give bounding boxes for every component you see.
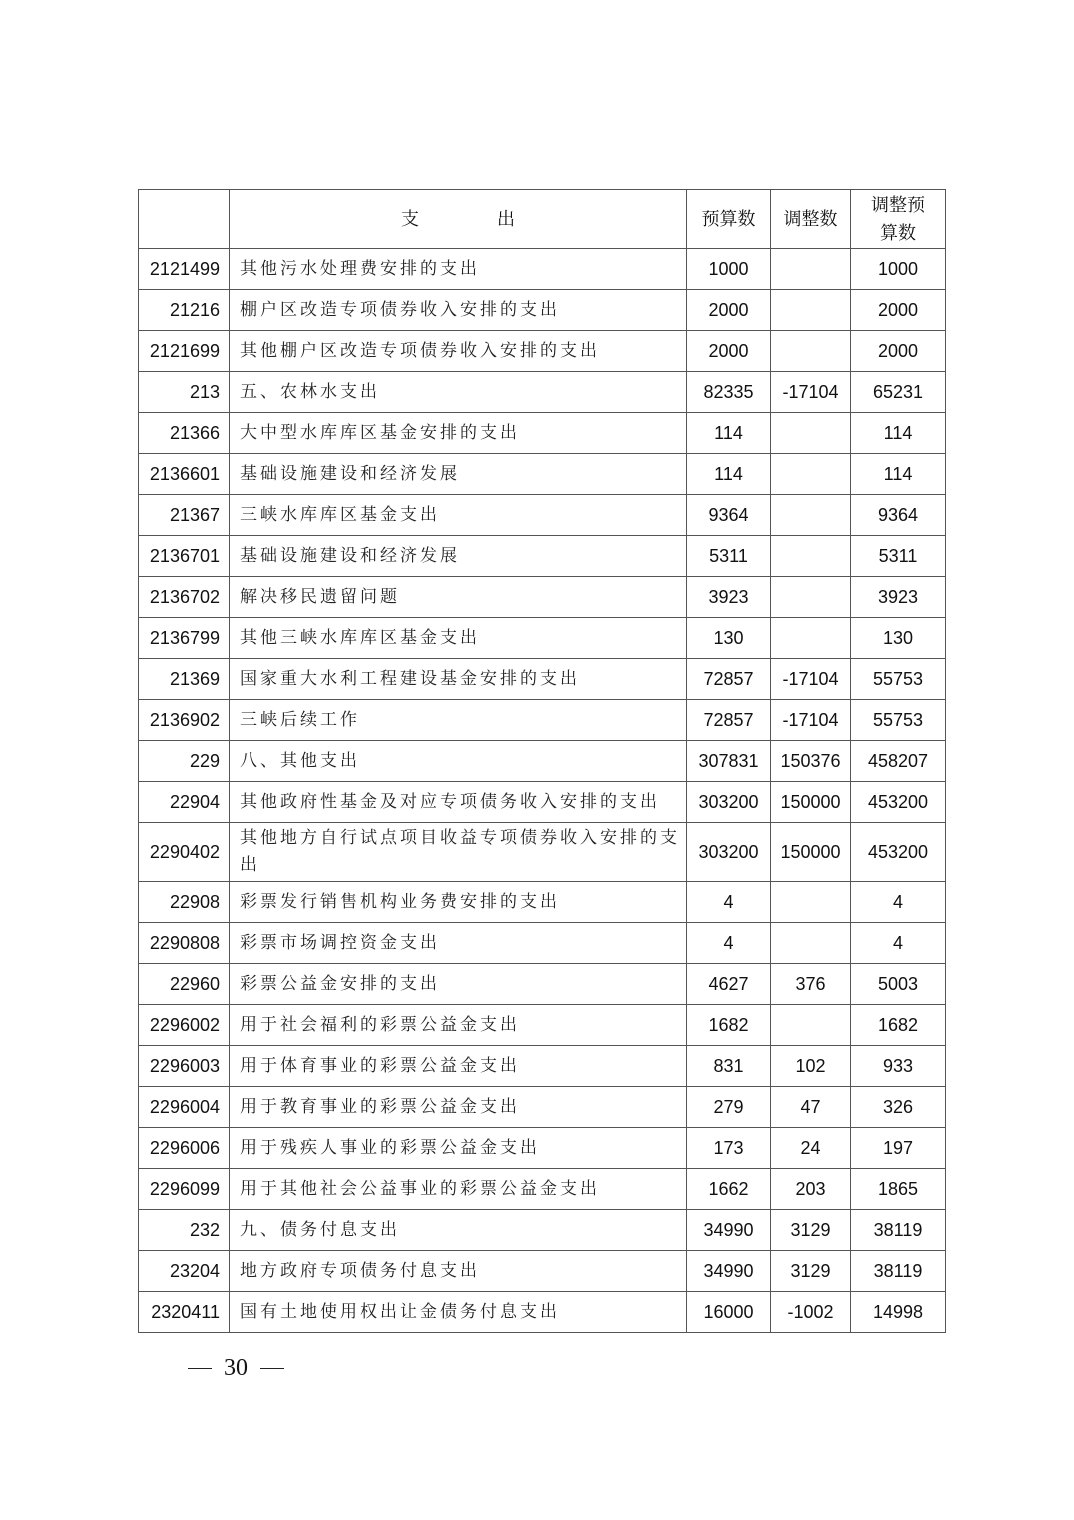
- row-name: 国家重大水利工程建设基金安排的支出: [230, 659, 687, 700]
- row-name: 解决移民遗留问题: [230, 577, 687, 618]
- row-adjusted-budget: 38119: [851, 1251, 946, 1292]
- header-expenditure: [230, 190, 687, 249]
- row-budget: 1682: [687, 1005, 771, 1046]
- row-code: 229: [139, 741, 230, 782]
- row-budget: 173: [687, 1128, 771, 1169]
- row-code: 2296006: [139, 1128, 230, 1169]
- row-budget: 16000: [687, 1292, 771, 1333]
- table-row: [139, 536, 946, 577]
- row-adjustment: [771, 290, 851, 331]
- row-adjusted-budget: 5003: [851, 964, 946, 1005]
- row-name: 用于教育事业的彩票公益金支出: [230, 1087, 687, 1128]
- row-code: 23204: [139, 1251, 230, 1292]
- row-name: 棚户区改造专项债券收入安排的支出: [230, 290, 687, 331]
- row-adjustment: 3129: [771, 1210, 851, 1251]
- page-footer: [176, 1355, 296, 1382]
- row-budget: 1000: [687, 249, 771, 290]
- row-adjustment: 376: [771, 964, 851, 1005]
- row-name: 彩票公益金安排的支出: [230, 964, 687, 1005]
- row-name: 其他三峡水库库区基金支出: [230, 618, 687, 659]
- row-adjustment: -17104: [771, 372, 851, 413]
- table-row: [139, 1128, 946, 1169]
- table-row: [139, 331, 946, 372]
- table-row: [139, 454, 946, 495]
- row-code: 21366: [139, 413, 230, 454]
- row-adjusted-budget: 5311: [851, 536, 946, 577]
- row-budget: 9364: [687, 495, 771, 536]
- row-adjusted-budget: 55753: [851, 659, 946, 700]
- table-row: [139, 741, 946, 782]
- row-adjustment: 150000: [771, 782, 851, 823]
- row-adjusted-budget: 114: [851, 454, 946, 495]
- row-code: 2136799: [139, 618, 230, 659]
- table-row: [139, 923, 946, 964]
- table-row: [139, 372, 946, 413]
- header-adjusted-budget-line2: 算数: [880, 223, 916, 243]
- row-budget: 307831: [687, 741, 771, 782]
- row-adjustment: -17104: [771, 659, 851, 700]
- row-adjusted-budget: 197: [851, 1128, 946, 1169]
- row-adjustment: [771, 923, 851, 964]
- row-adjusted-budget: 458207: [851, 741, 946, 782]
- header-expenditure-right: 出: [497, 209, 515, 229]
- row-budget: 114: [687, 413, 771, 454]
- row-budget: 4: [687, 923, 771, 964]
- row-name: 三峡后续工作: [230, 700, 687, 741]
- table-row: [139, 413, 946, 454]
- row-budget: 4: [687, 882, 771, 923]
- table-row: [139, 1292, 946, 1333]
- row-code: 2296003: [139, 1046, 230, 1087]
- row-budget: 34990: [687, 1210, 771, 1251]
- row-code: 22960: [139, 964, 230, 1005]
- row-adjustment: [771, 577, 851, 618]
- table-body: [139, 249, 946, 1333]
- row-code: 2136701: [139, 536, 230, 577]
- table-row: [139, 290, 946, 331]
- row-name: 地方政府专项债务付息支出: [230, 1251, 687, 1292]
- row-adjustment: [771, 536, 851, 577]
- table-row: [139, 1251, 946, 1292]
- row-code: 2136902: [139, 700, 230, 741]
- row-adjustment: 24: [771, 1128, 851, 1169]
- row-code: 232: [139, 1210, 230, 1251]
- footer-dash-right: [260, 1368, 284, 1370]
- row-adjusted-budget: 114: [851, 413, 946, 454]
- row-budget: 2000: [687, 290, 771, 331]
- table-row: [139, 782, 946, 823]
- row-name: 彩票发行销售机构业务费安排的支出: [230, 882, 687, 923]
- row-name: 用于体育事业的彩票公益金支出: [230, 1046, 687, 1087]
- row-code: 22904: [139, 782, 230, 823]
- table-row: [139, 1005, 946, 1046]
- row-adjusted-budget: 326: [851, 1087, 946, 1128]
- header-expenditure-left: 支: [401, 209, 419, 229]
- row-code: 2290402: [139, 823, 230, 882]
- table-row: [139, 1169, 946, 1210]
- row-code: 2121499: [139, 249, 230, 290]
- row-adjusted-budget: 453200: [851, 823, 946, 882]
- table-header-row: [139, 190, 946, 249]
- row-budget: 2000: [687, 331, 771, 372]
- row-code: 2296002: [139, 1005, 230, 1046]
- row-budget: 72857: [687, 700, 771, 741]
- row-adjustment: 47: [771, 1087, 851, 1128]
- row-code: 2136702: [139, 577, 230, 618]
- row-code: 2320411: [139, 1292, 230, 1333]
- row-adjustment: 102: [771, 1046, 851, 1087]
- row-budget: 303200: [687, 823, 771, 882]
- row-adjusted-budget: 55753: [851, 700, 946, 741]
- row-budget: 4627: [687, 964, 771, 1005]
- row-adjusted-budget: 65231: [851, 372, 946, 413]
- row-adjustment: 150376: [771, 741, 851, 782]
- row-name: 其他地方自行试点项目收益专项债券收入安排的支出: [230, 823, 687, 882]
- header-adjustment: 调整数: [771, 190, 851, 249]
- table-row: [139, 659, 946, 700]
- row-adjusted-budget: 3923: [851, 577, 946, 618]
- row-adjusted-budget: 1865: [851, 1169, 946, 1210]
- row-adjustment: [771, 454, 851, 495]
- row-adjustment: -17104: [771, 700, 851, 741]
- row-budget: 1662: [687, 1169, 771, 1210]
- row-adjusted-budget: 4: [851, 923, 946, 964]
- header-budget: 预算数: [687, 190, 771, 249]
- row-adjusted-budget: 4: [851, 882, 946, 923]
- row-code: 22908: [139, 882, 230, 923]
- table-row: [139, 1087, 946, 1128]
- row-adjustment: 3129: [771, 1251, 851, 1292]
- header-adjusted-budget-line1: 调整预: [871, 195, 925, 215]
- row-adjusted-budget: 1682: [851, 1005, 946, 1046]
- row-adjustment: [771, 331, 851, 372]
- row-adjusted-budget: 2000: [851, 290, 946, 331]
- row-adjustment: [771, 1005, 851, 1046]
- row-budget: 72857: [687, 659, 771, 700]
- row-adjustment: [771, 882, 851, 923]
- row-adjusted-budget: 933: [851, 1046, 946, 1087]
- row-adjusted-budget: 38119: [851, 1210, 946, 1251]
- row-name: 五、农林水支出: [230, 372, 687, 413]
- row-adjustment: 203: [771, 1169, 851, 1210]
- row-code: 2121699: [139, 331, 230, 372]
- row-name: 其他政府性基金及对应专项债务收入安排的支出: [230, 782, 687, 823]
- row-budget: 114: [687, 454, 771, 495]
- row-adjustment: 150000: [771, 823, 851, 882]
- row-adjustment: -1002: [771, 1292, 851, 1333]
- page-number: 30: [224, 1355, 248, 1381]
- row-code: 2296004: [139, 1087, 230, 1128]
- table-row: [139, 618, 946, 659]
- row-code: 21367: [139, 495, 230, 536]
- row-adjusted-budget: 1000: [851, 249, 946, 290]
- table-row: [139, 700, 946, 741]
- row-name: 用于社会福利的彩票公益金支出: [230, 1005, 687, 1046]
- row-name: 八、其他支出: [230, 741, 687, 782]
- row-name: 大中型水库库区基金安排的支出: [230, 413, 687, 454]
- row-budget: 831: [687, 1046, 771, 1087]
- table-row: [139, 882, 946, 923]
- row-adjusted-budget: 9364: [851, 495, 946, 536]
- table-row: [139, 249, 946, 290]
- row-name: 用于其他社会公益事业的彩票公益金支出: [230, 1169, 687, 1210]
- table-row: [139, 823, 946, 882]
- row-name: 国有土地使用权出让金债务付息支出: [230, 1292, 687, 1333]
- row-budget: 3923: [687, 577, 771, 618]
- row-adjusted-budget: 2000: [851, 331, 946, 372]
- expenditure-table: [138, 189, 946, 1333]
- row-adjustment: [771, 495, 851, 536]
- table-row: [139, 1046, 946, 1087]
- row-name: 基础设施建设和经济发展: [230, 536, 687, 577]
- row-code: 2136601: [139, 454, 230, 495]
- row-adjusted-budget: 130: [851, 618, 946, 659]
- row-budget: 82335: [687, 372, 771, 413]
- row-code: 213: [139, 372, 230, 413]
- row-code: 2290808: [139, 923, 230, 964]
- table-row: [139, 577, 946, 618]
- row-budget: 303200: [687, 782, 771, 823]
- row-adjustment: [771, 618, 851, 659]
- row-name: 基础设施建设和经济发展: [230, 454, 687, 495]
- header-adjusted-budget: [851, 190, 946, 249]
- table-row: [139, 495, 946, 536]
- table-row: [139, 1210, 946, 1251]
- row-adjustment: [771, 413, 851, 454]
- table-row: [139, 964, 946, 1005]
- row-adjusted-budget: 453200: [851, 782, 946, 823]
- row-name: 九、债务付息支出: [230, 1210, 687, 1251]
- row-name: 其他棚户区改造专项债券收入安排的支出: [230, 331, 687, 372]
- row-adjusted-budget: 14998: [851, 1292, 946, 1333]
- row-name: 三峡水库库区基金支出: [230, 495, 687, 536]
- row-name: 用于残疾人事业的彩票公益金支出: [230, 1128, 687, 1169]
- row-adjustment: [771, 249, 851, 290]
- row-name: 彩票市场调控资金支出: [230, 923, 687, 964]
- row-name: 其他污水处理费安排的支出: [230, 249, 687, 290]
- row-budget: 130: [687, 618, 771, 659]
- row-budget: 34990: [687, 1251, 771, 1292]
- row-budget: 5311: [687, 536, 771, 577]
- row-code: 2296099: [139, 1169, 230, 1210]
- footer-dash-left: [188, 1368, 212, 1370]
- row-code: 21216: [139, 290, 230, 331]
- row-budget: 279: [687, 1087, 771, 1128]
- row-code: 21369: [139, 659, 230, 700]
- header-code: [139, 190, 230, 249]
